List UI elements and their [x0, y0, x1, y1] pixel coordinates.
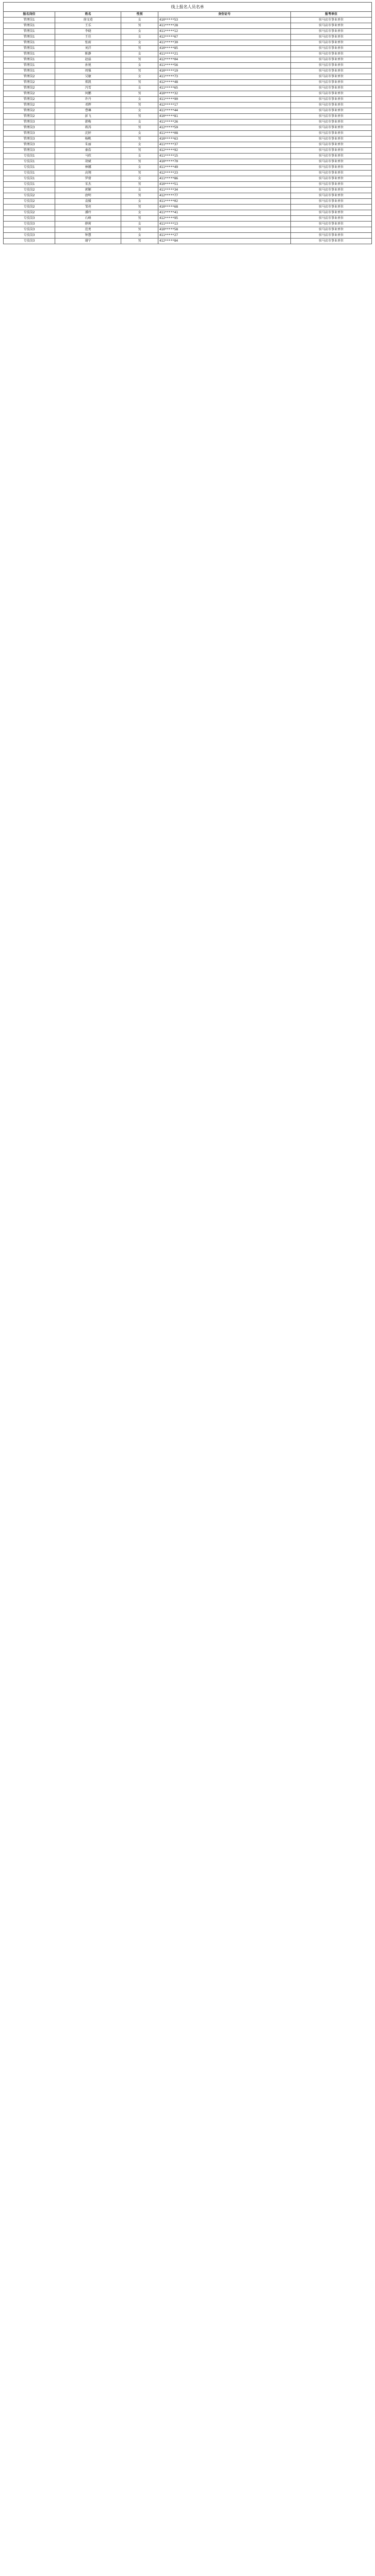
cell-id-number: 412*****67	[158, 35, 290, 40]
cell-name: 林娜	[55, 165, 121, 171]
cell-unit: 驻马店市事业单位	[290, 120, 371, 125]
cell-position: 专技岗2	[4, 193, 55, 199]
table-row	[4, 29, 372, 35]
page-title: 线上报名人员名单	[3, 2, 372, 11]
cell-unit: 驻马店市事业单位	[290, 103, 371, 108]
table-row	[4, 222, 372, 227]
cell-unit: 驻马店市事业单位	[290, 171, 371, 176]
cell-id-number: 412*****59	[158, 125, 290, 131]
table-row	[4, 131, 372, 137]
cell-position: 专技岗1	[4, 176, 55, 182]
cell-gender: 男	[121, 159, 158, 165]
cell-id-number: 412*****23	[158, 171, 290, 176]
cell-gender: 女	[121, 142, 158, 148]
table-row	[4, 23, 372, 29]
cell-id-number: 412*****04	[158, 57, 290, 63]
applicant-table	[3, 11, 372, 244]
cell-gender: 男	[121, 125, 158, 131]
cell-name: 潘玲	[55, 210, 121, 216]
cell-id-number: 412*****95	[158, 216, 290, 222]
cell-unit: 驻马店市事业单位	[290, 176, 371, 182]
cell-unit: 驻马店市事业单位	[290, 18, 371, 23]
cell-unit: 驻马店市事业单位	[290, 91, 371, 97]
cell-unit: 驻马店市事业单位	[290, 148, 371, 154]
cell-gender: 男	[121, 205, 158, 210]
cell-unit: 驻马店市事业单位	[290, 193, 371, 199]
cell-gender: 女	[121, 18, 158, 23]
cell-position: 管理岗2	[4, 86, 55, 91]
table-row	[4, 188, 372, 193]
cell-position: 专技岗2	[4, 188, 55, 193]
cell-name: 何鹏	[55, 91, 121, 97]
cell-position: 专技岗3	[4, 222, 55, 227]
cell-unit: 驻马店市事业单位	[290, 29, 371, 35]
header-unit: 报考单位	[290, 12, 371, 18]
cell-id-number: 410*****51	[158, 182, 290, 188]
cell-name: 曹琳	[55, 108, 121, 114]
cell-position: 管理岗1	[4, 63, 55, 69]
cell-unit: 驻马店市事业单位	[290, 188, 371, 193]
cell-name: 许丹	[55, 97, 121, 103]
cell-id-number: 410*****58	[158, 227, 290, 233]
cell-name: 王乐	[55, 23, 121, 29]
cell-name: 邹亮	[55, 205, 121, 210]
cell-id-number: 412*****92	[158, 148, 290, 154]
cell-unit: 驻马店市事业单位	[290, 57, 371, 63]
cell-position: 专技岗3	[4, 227, 55, 233]
cell-name: 沈婷	[55, 131, 121, 137]
cell-id-number: 411*****02	[158, 199, 290, 205]
table-row	[4, 120, 372, 125]
cell-gender: 女	[121, 154, 158, 159]
cell-position: 专技岗1	[4, 171, 55, 176]
cell-id-number: 411*****13	[158, 222, 290, 227]
cell-position: 管理岗2	[4, 91, 55, 97]
cell-gender: 女	[121, 52, 158, 57]
cell-position: 管理岗1	[4, 35, 55, 40]
cell-name: 马欣	[55, 154, 121, 159]
cell-position: 专技岗3	[4, 216, 55, 222]
cell-gender: 女	[121, 97, 158, 103]
cell-name: 郑凯	[55, 80, 121, 86]
cell-unit: 驻马店市事业单位	[290, 205, 371, 210]
cell-unit: 驻马店市事业单位	[290, 159, 371, 165]
cell-name: 孙悦	[55, 63, 121, 69]
cell-position: 管理岗1	[4, 40, 55, 46]
cell-position: 管理岗1	[4, 46, 55, 52]
table-row	[4, 46, 372, 52]
cell-position: 专技岗2	[4, 210, 55, 216]
cell-unit: 驻马店市事业单位	[290, 154, 371, 159]
table-row	[4, 239, 372, 244]
cell-name: 胡斌	[55, 159, 121, 165]
cell-gender: 女	[121, 29, 158, 35]
cell-gender: 女	[121, 210, 158, 216]
cell-id-number: 412*****17	[158, 103, 290, 108]
cell-gender: 女	[121, 188, 158, 193]
cell-name: 薛莉	[55, 222, 121, 227]
table-row	[4, 176, 372, 182]
cell-position: 管理岗2	[4, 97, 55, 103]
cell-unit: 驻马店市事业单位	[290, 142, 371, 148]
table-row	[4, 171, 372, 176]
cell-id-number: 411*****12	[158, 29, 290, 35]
cell-position: 管理岗3	[4, 120, 55, 125]
cell-unit: 驻马店市事业单位	[290, 23, 371, 29]
cell-name: 郭颖	[55, 188, 121, 193]
cell-name: 秦浩	[55, 148, 121, 154]
cell-unit: 驻马店市事业单位	[290, 74, 371, 80]
cell-unit: 驻马店市事业单位	[290, 165, 371, 171]
cell-position: 专技岗1	[4, 159, 55, 165]
cell-position: 管理岗2	[4, 114, 55, 120]
cell-name: 陈静	[55, 52, 121, 57]
table-row	[4, 137, 372, 142]
cell-gender: 女	[121, 222, 158, 227]
cell-id-number: 412*****48	[158, 80, 290, 86]
cell-id-number: 411*****28	[158, 23, 290, 29]
cell-gender: 女	[121, 35, 158, 40]
cell-name: 宋杰	[55, 182, 121, 188]
table-row	[4, 148, 372, 154]
table-row	[4, 210, 372, 216]
table-row	[4, 97, 372, 103]
cell-id-number: 411*****90	[158, 97, 290, 103]
cell-name: 石峰	[55, 216, 121, 222]
cell-position: 专技岗1	[4, 182, 55, 188]
table-header-row	[4, 12, 372, 18]
cell-gender: 男	[121, 171, 158, 176]
cell-position: 管理岗3	[4, 131, 55, 137]
cell-position: 管理岗3	[4, 142, 55, 148]
cell-position: 管理岗1	[4, 23, 55, 29]
cell-gender: 男	[121, 69, 158, 74]
cell-unit: 驻马店市事业单位	[290, 63, 371, 69]
table-row	[4, 125, 372, 131]
cell-name: 冯雪	[55, 86, 121, 91]
table-row	[4, 193, 372, 199]
cell-id-number: 411*****15	[158, 154, 290, 159]
table-row	[4, 40, 372, 46]
cell-id-number: 410*****68	[158, 205, 290, 210]
cell-gender: 女	[121, 199, 158, 205]
cell-unit: 驻马店市事业单位	[290, 114, 371, 120]
cell-gender: 男	[121, 91, 158, 97]
cell-gender: 男	[121, 182, 158, 188]
cell-id-number: 411*****30	[158, 40, 290, 46]
cell-id-number: 410*****81	[158, 114, 290, 120]
cell-gender: 男	[121, 23, 158, 29]
cell-name: 蒋涛	[55, 125, 121, 131]
cell-name: 赵磊	[55, 57, 121, 63]
cell-gender: 男	[121, 148, 158, 154]
cell-unit: 驻马店市事业单位	[290, 86, 371, 91]
cell-gender: 男	[121, 193, 158, 199]
cell-position: 管理岗2	[4, 103, 55, 108]
cell-gender: 男	[121, 114, 158, 120]
table-row	[4, 91, 372, 97]
cell-gender: 男	[121, 137, 158, 142]
cell-id-number: 411*****37	[158, 142, 290, 148]
cell-name: 唐明	[55, 193, 121, 199]
cell-id-number: 411*****27	[158, 233, 290, 239]
cell-unit: 驻马店市事业单位	[290, 199, 371, 205]
cell-id-number: 411*****08	[158, 131, 290, 137]
table-row	[4, 108, 372, 114]
cell-unit: 驻马店市事业单位	[290, 210, 371, 216]
cell-name: 朱丽	[55, 142, 121, 148]
cell-gender: 男	[121, 80, 158, 86]
cell-gender: 女	[121, 74, 158, 80]
cell-name: 刘洋	[55, 46, 121, 52]
table-row	[4, 233, 372, 239]
cell-unit: 驻马店市事业单位	[290, 108, 371, 114]
table-row	[4, 216, 372, 222]
cell-position: 管理岗1	[4, 57, 55, 63]
table-row	[4, 69, 372, 74]
table-row	[4, 165, 372, 171]
cell-id-number: 411*****86	[158, 176, 290, 182]
table-body	[4, 18, 372, 244]
cell-id-number: 412*****84	[158, 239, 290, 244]
cell-position: 专技岗1	[4, 154, 55, 159]
table-row	[4, 80, 372, 86]
cell-name: 王佳	[55, 35, 121, 40]
cell-position: 管理岗3	[4, 148, 55, 154]
table-row	[4, 57, 372, 63]
cell-position: 专技岗2	[4, 199, 55, 205]
cell-name: 彭飞	[55, 114, 121, 120]
cell-gender: 女	[121, 120, 158, 125]
cell-id-number: 410*****32	[158, 91, 290, 97]
cell-name: 徐文靖	[55, 18, 121, 23]
cell-name: 韩梅	[55, 120, 121, 125]
cell-name: 谢宁	[55, 239, 121, 244]
table-row	[4, 199, 372, 205]
cell-position: 管理岗2	[4, 108, 55, 114]
cell-position: 管理岗1	[4, 52, 55, 57]
header-name: 姓名	[55, 12, 121, 18]
cell-unit: 驻马店市事业单位	[290, 239, 371, 244]
cell-name: 高翔	[55, 171, 121, 176]
cell-unit: 驻马店市事业单位	[290, 131, 371, 137]
cell-gender: 男	[121, 57, 158, 63]
table-row	[4, 182, 372, 188]
header-gender: 性别	[121, 12, 158, 18]
cell-id-number: 410*****53	[158, 18, 290, 23]
cell-gender: 女	[121, 108, 158, 114]
table-row	[4, 52, 372, 57]
cell-position: 管理岗1	[4, 69, 55, 74]
cell-id-number: 410*****63	[158, 137, 290, 142]
cell-name: 罗倩	[55, 176, 121, 182]
cell-unit: 驻马店市事业单位	[290, 227, 371, 233]
cell-id-number: 412*****77	[158, 193, 290, 199]
table-row	[4, 159, 372, 165]
cell-unit: 驻马店市事业单位	[290, 97, 371, 103]
table-row	[4, 227, 372, 233]
cell-id-number: 411*****34	[158, 188, 290, 193]
cell-unit: 驻马店市事业单位	[290, 182, 371, 188]
cell-unit: 驻马店市事业单位	[290, 137, 371, 142]
cell-gender: 女	[121, 86, 158, 91]
cell-id-number: 411*****49	[158, 165, 290, 171]
cell-position: 专技岗3	[4, 233, 55, 239]
cell-id-number: 410*****19	[158, 69, 290, 74]
cell-unit: 驻马店市事业单位	[290, 233, 371, 239]
table-row	[4, 142, 372, 148]
cell-gender: 女	[121, 63, 158, 69]
table-row	[4, 103, 372, 108]
cell-gender: 男	[121, 227, 158, 233]
cell-name: 周强	[55, 69, 121, 74]
cell-name: 范勇	[55, 227, 121, 233]
cell-id-number: 411*****26	[158, 120, 290, 125]
table-row	[4, 63, 372, 69]
cell-gender: 男	[121, 103, 158, 108]
cell-name: 袁媛	[55, 199, 121, 205]
cell-id-number: 411*****73	[158, 74, 290, 80]
cell-unit: 驻马店市事业单位	[290, 69, 371, 74]
cell-id-number: 411*****44	[158, 108, 290, 114]
table-row	[4, 74, 372, 80]
cell-id-number: 410*****70	[158, 159, 290, 165]
cell-unit: 驻马店市事业单位	[290, 52, 371, 57]
cell-gender: 女	[121, 40, 158, 46]
cell-gender: 女	[121, 233, 158, 239]
cell-position: 管理岗1	[4, 18, 55, 23]
cell-gender: 女	[121, 131, 158, 137]
cell-name: 李晓	[55, 29, 121, 35]
table-row	[4, 35, 372, 40]
table-row	[4, 205, 372, 210]
cell-name: 钟慧	[55, 233, 121, 239]
cell-gender: 男	[121, 239, 158, 244]
cell-position: 专技岗2	[4, 205, 55, 210]
cell-position: 管理岗3	[4, 125, 55, 131]
cell-unit: 驻马店市事业单位	[290, 216, 371, 222]
cell-position: 管理岗1	[4, 29, 55, 35]
cell-position: 管理岗2	[4, 80, 55, 86]
cell-unit: 驻马店市事业单位	[290, 222, 371, 227]
cell-id-number: 411*****65	[158, 86, 290, 91]
header-position: 报名岗位	[4, 12, 55, 18]
cell-gender: 女	[121, 165, 158, 171]
cell-gender: 女	[121, 176, 158, 182]
cell-name: 邓辉	[55, 103, 121, 108]
cell-unit: 驻马店市事业单位	[290, 46, 371, 52]
cell-position: 专技岗1	[4, 165, 55, 171]
table-row	[4, 86, 372, 91]
cell-position: 专技岗3	[4, 239, 55, 244]
cell-gender: 男	[121, 216, 158, 222]
cell-id-number: 411*****56	[158, 63, 290, 69]
table-row	[4, 154, 372, 159]
cell-gender: 男	[121, 46, 158, 52]
cell-name: 杨帆	[55, 137, 121, 142]
header-id-number: 身份证号	[158, 12, 290, 18]
cell-unit: 驻马店市事业单位	[290, 125, 371, 131]
cell-id-number: 411*****41	[158, 210, 290, 216]
cell-position: 管理岗2	[4, 74, 55, 80]
table-row	[4, 114, 372, 120]
cell-name: 张雨	[55, 40, 121, 46]
cell-id-number: 411*****21	[158, 52, 290, 57]
cell-id-number: 410*****85	[158, 46, 290, 52]
cell-unit: 驻马店市事业单位	[290, 40, 371, 46]
cell-unit: 驻马店市事业单位	[290, 80, 371, 86]
table-row	[4, 18, 372, 23]
cell-name: 吴敏	[55, 74, 121, 80]
cell-position: 管理岗3	[4, 137, 55, 142]
cell-unit: 驻马店市事业单位	[290, 35, 371, 40]
